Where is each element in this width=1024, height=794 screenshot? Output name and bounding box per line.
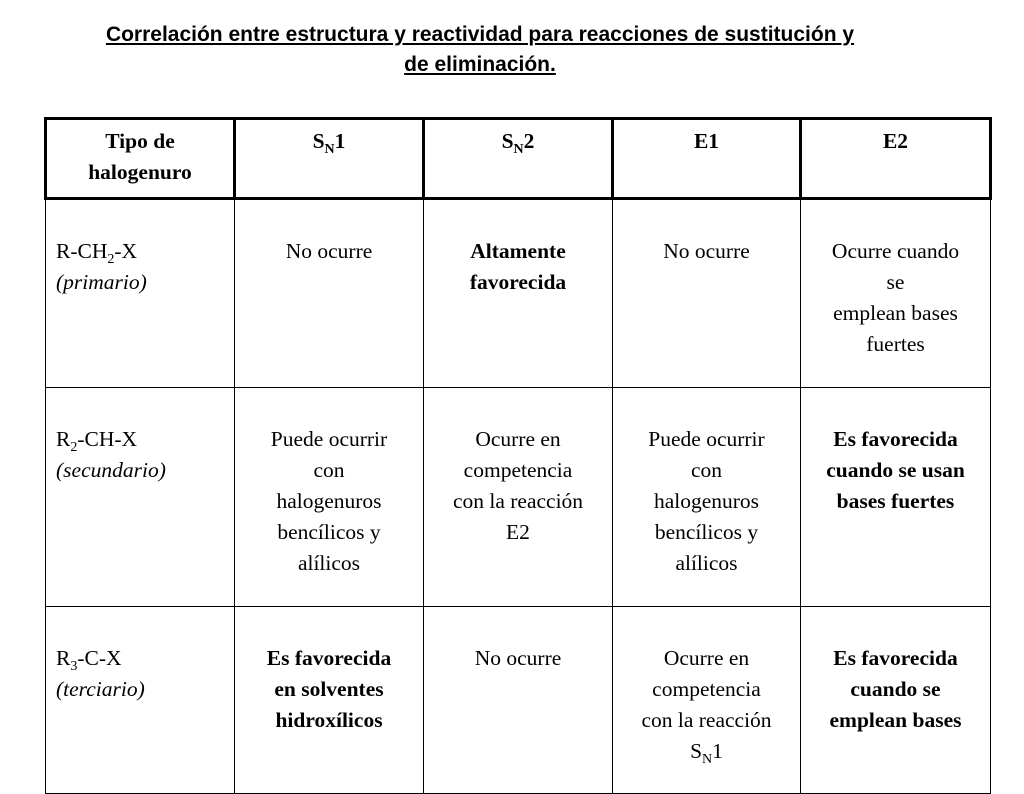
cell-tertiary-e1: Ocurre en competencia con la reacción $S_N1$ bbox=[613, 607, 801, 794]
header-halide-type: Tipo de halogenuro bbox=[46, 119, 235, 199]
row-halide-primary: $R-CH_2-X$ (primario) bbox=[46, 199, 235, 388]
reactivity-table bbox=[44, 117, 992, 794]
table-row bbox=[46, 607, 991, 794]
header-row bbox=[46, 119, 991, 199]
title-line-1: Correlación entre estructura y reactividad para reacciones de sustitución y bbox=[105, 23, 855, 46]
header-sn2: $S_N2$ bbox=[424, 119, 613, 199]
table-row bbox=[46, 388, 991, 607]
row-halide-tertiary: $R_3-C-X$ (terciario) bbox=[46, 607, 235, 794]
cell-tertiary-sn1: Es favorecida en solventes hidroxílicos bbox=[235, 607, 424, 794]
cell-primary-e1: No ocurre bbox=[613, 199, 801, 388]
cell-secondary-e1: Puede ocurrir con halogenuros bencílicos y alílicos bbox=[613, 388, 801, 607]
page-title bbox=[0, 20, 960, 80]
cell-tertiary-sn2: No ocurre bbox=[424, 607, 613, 794]
cell-tertiary-e2: Es favorecida cuando se emplean bases bbox=[801, 607, 991, 794]
cell-secondary-e2: Es favorecida cuando se usan bases fuertes bbox=[801, 388, 991, 607]
header-e2: E2 bbox=[801, 119, 991, 199]
header-sn1: $S_N1$ bbox=[235, 119, 424, 199]
cell-primary-sn2: Altamente favorecida bbox=[424, 199, 613, 388]
cell-secondary-sn1: Puede ocurrir con halogenuros bencílicos y alílicos bbox=[235, 388, 424, 607]
cell-primary-e2: Ocurre cuando se emplean bases fuertes bbox=[801, 199, 991, 388]
cell-primary-sn1: No ocurre bbox=[235, 199, 424, 388]
table-row bbox=[46, 199, 991, 388]
header-e1: E1 bbox=[613, 119, 801, 199]
cell-secondary-sn2: Ocurre en competencia con la reacción E2 bbox=[424, 388, 613, 607]
title-line-2: de eliminación. bbox=[404, 53, 556, 76]
row-halide-secondary: $R_2-CH-X$ (secundario) bbox=[46, 388, 235, 607]
